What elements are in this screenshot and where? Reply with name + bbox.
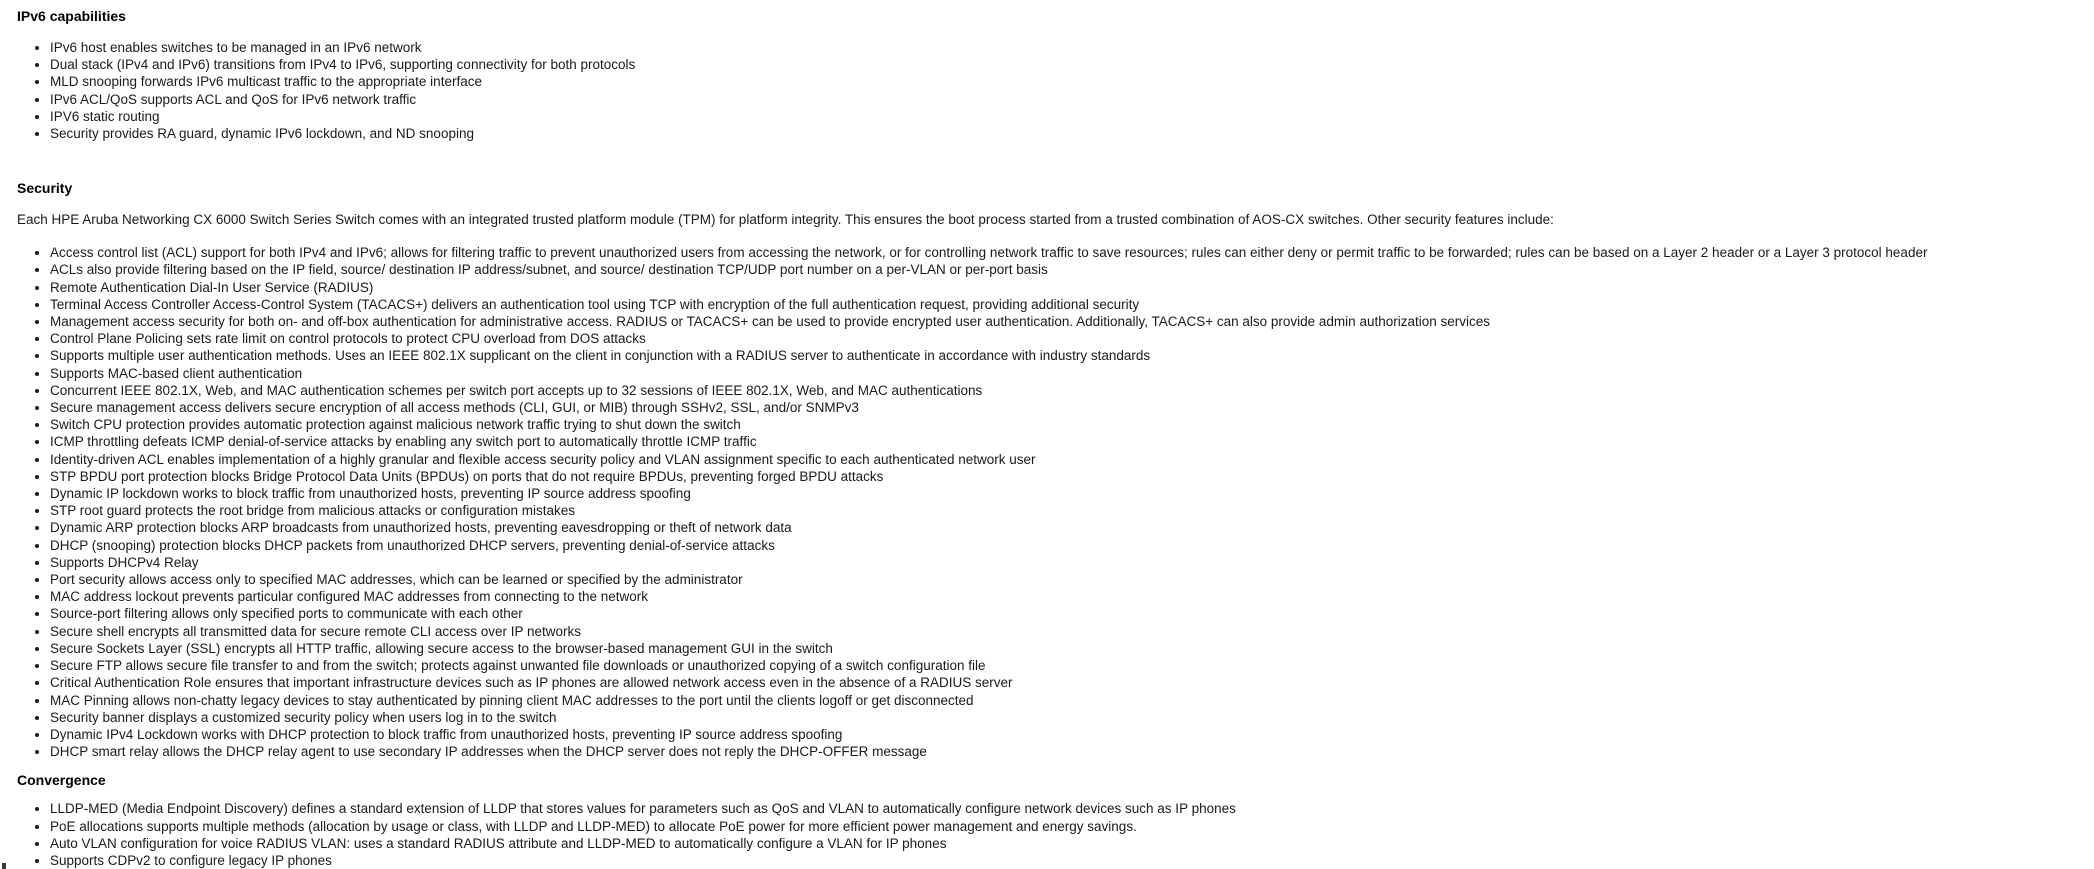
bullet-item: • Secure Sockets Layer (SSL) encrypts all HTTP traffic, allowing secure access to the browser-based management GUI in the switch: [50, 640, 2094, 657]
bullet-item: • ACLs also provide filtering based on the IP field, source/ destination IP address/subnet, and source/ destination TCP/UDP port number on a per-VLAN or per-port basis: [50, 261, 2094, 278]
bullet-list: [17, 800, 2094, 869]
bullet-item: • Secure shell encrypts all transmitted data for secure remote CLI access over IP networks: [50, 623, 2094, 640]
section-heading: IPv6 capabilities: [17, 8, 126, 24]
bullet-item: • Supports MAC-based client authentication: [50, 365, 2094, 382]
section-intro: Each HPE Aruba Networking CX 6000 Switch Series Switch comes with an integrated trusted platform module (TPM) for platform integrity. This ensures the boot process started from a trusted combination of AOS-CX switches. Other security features include:: [17, 212, 1554, 228]
bullet-list: [17, 39, 2094, 142]
section-security: [17, 180, 2094, 760]
bullet-item: • Management access security for both on- and off-box authentication for administrative access. RADIUS or TACACS+ can be used to provide encrypted user authentication. Additionally, TACACS+ can also provide admin authorization services: [50, 313, 2094, 330]
bullet-item: • Auto VLAN configuration for voice RADIUS VLAN: uses a standard RADIUS attribute and LLDP-MED to automatically configure a VLAN for IP phones: [50, 835, 2094, 852]
section-heading: Security: [17, 180, 73, 197]
bullet-item: • MAC Pinning allows non-chatty legacy devices to stay authenticated by pinning client MAC addresses to the port until the clients logoff or get disconnected: [50, 692, 2094, 709]
bullet-item: • IPv6 ACL/QoS supports ACL and QoS for IPv6 network traffic: [50, 91, 2094, 108]
section-ipv6-capabilities: [17, 8, 2094, 142]
bullet-item: • Dynamic ARP protection blocks ARP broadcasts from unauthorized hosts, preventing eavesdropping or theft of network data: [50, 519, 2094, 536]
bullet-item: • Control Plane Policing sets rate limit on control protocols to protect CPU overload from DOS attacks: [50, 330, 2094, 347]
bullet-item: • Switch CPU protection provides automatic protection against malicious network traffic trying to shut down the switch: [50, 416, 2094, 433]
section-convergence: [17, 772, 2094, 869]
bullet-item: • DHCP smart relay allows the DHCP relay agent to use secondary IP addresses when the DHCP server does not reply the DHCP-OFFER message: [50, 743, 2094, 760]
bullet-item: • Terminal Access Controller Access-Control System (TACACS+) delivers an authentication tool using TCP with encryption of the full authentication request, providing additional security: [50, 296, 2094, 313]
bullet-item: • Supports multiple user authentication methods. Uses an IEEE 802.1X supplicant on the client in conjunction with a RADIUS server to authenticate in accordance with industry standards: [50, 347, 2094, 364]
bullet-item: • Supports DHCPv4 Relay: [50, 554, 2094, 571]
bullet-item: • MAC address lockout prevents particular configured MAC addresses from connecting to the network: [50, 588, 2094, 605]
bullet-item: • Source-port filtering allows only specified ports to communicate with each other: [50, 605, 2094, 622]
bullet-item: • MLD snooping forwards IPv6 multicast traffic to the appropriate interface: [50, 73, 2094, 90]
bullet-item: • STP root guard protects the root bridge from malicious attacks or configuration mistakes: [50, 502, 2094, 519]
bullet-item: • Supports CDPv2 to configure legacy IP phones: [50, 852, 2094, 869]
section-heading: Convergence: [17, 772, 106, 789]
bullet-item: • Concurrent IEEE 802.1X, Web, and MAC authentication schemes per switch port accepts up to 32 sessions of IEEE 802.1X, Web, and MAC authentications: [50, 382, 2094, 399]
bullet-item: • PoE allocations supports multiple methods (allocation by usage or class, with LLDP and LLDP-MED) to allocate PoE power for more efficient power management and energy savings.: [50, 818, 2094, 835]
bullet-item: • ICMP throttling defeats ICMP denial-of-service attacks by enabling any switch port to automatically throttle ICMP traffic: [50, 433, 2094, 450]
bullet-item: • Critical Authentication Role ensures that important infrastructure devices such as IP phones are allowed network access even in the absence of a RADIUS server: [50, 674, 2094, 691]
bullet-item: • IPv6 host enables switches to be managed in an IPv6 network: [50, 39, 2094, 56]
bullet-item: • Port security allows access only to specified MAC addresses, which can be learned or specified by the administrator: [50, 571, 2094, 588]
bullet-item: • Dual stack (IPv4 and IPv6) transitions from IPv4 to IPv6, supporting connectivity for both protocols: [50, 56, 2094, 73]
bullet-item: • STP BPDU port protection blocks Bridge Protocol Data Units (BPDUs) on ports that do not require BPDUs, preventing forged BPDU attacks: [50, 468, 2094, 485]
bullet-list: [17, 244, 2094, 760]
bullet-item: • Secure FTP allows secure file transfer to and from the switch; protects against unwanted file downloads or unauthorized copying of a switch configuration file: [50, 657, 2094, 674]
bullet-item: • LLDP-MED (Media Endpoint Discovery) defines a standard extension of LLDP that stores values for parameters such as QoS and VLAN to automatically configure network devices such as IP phones: [50, 800, 2094, 817]
bullet-item: • Secure management access delivers secure encryption of all access methods (CLI, GUI, or MIB) through SSHv2, SSL, and/or SNMPv3: [50, 399, 2094, 416]
document-content: [17, 8, 2094, 869]
bullet-item: • Identity-driven ACL enables implementation of a highly granular and flexible access security policy and VLAN assignment specific to each authenticated network user: [50, 451, 2094, 468]
bullet-item: • DHCP (snooping) protection blocks DHCP packets from unauthorized DHCP servers, preventing denial-of-service attacks: [50, 537, 2094, 554]
bullet-item: • Access control list (ACL) support for both IPv4 and IPv6; allows for filtering traffic to prevent unauthorized users from accessing the network, or for controlling network traffic to save resources; rules can either deny or permit traffic to be forwarded; rules can be based on a Layer 2 header or a Layer 3 protocol header: [50, 244, 2094, 261]
bullet-item: • IPV6 static routing: [50, 108, 2094, 125]
bullet-item: • Security provides RA guard, dynamic IPv6 lockdown, and ND snooping: [50, 125, 2094, 142]
bullet-item: • Security banner displays a customized security policy when users log in to the switch: [50, 709, 2094, 726]
clipped-character-artifact: [2, 863, 6, 869]
bullet-item: • Dynamic IP lockdown works to block traffic from unauthorized hosts, preventing IP source address spoofing: [50, 485, 2094, 502]
bullet-item: • Dynamic IPv4 Lockdown works with DHCP protection to block traffic from unauthorized hosts, preventing IP source address spoofing: [50, 726, 2094, 743]
bullet-item: • Remote Authentication Dial-In User Service (RADIUS): [50, 279, 2094, 296]
